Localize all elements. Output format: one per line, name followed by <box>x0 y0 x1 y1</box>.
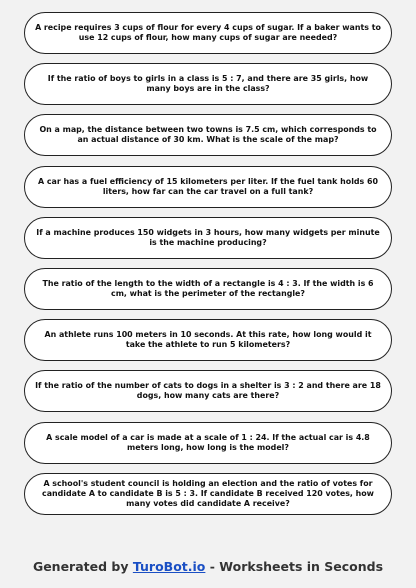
question-card-2 <box>24 63 392 105</box>
question-text: If the ratio of boys to girls in a class is 5 : 7, and there are 35 girls, how many boys are in the class? <box>47 74 369 94</box>
question-text: On a map, the distance between two towns is 7.5 cm, which corresponds to an actual distance of 30 km. What is the scale of the map? <box>39 125 377 145</box>
question-card-1 <box>24 12 392 54</box>
question-text: If the ratio of the number of cats to dogs in a shelter is 3 : 2 and there are 18 dogs, how many cats are there? <box>35 381 381 401</box>
question-text: A car has a fuel efficiency of 15 kilometers per liter. If the fuel tank holds 60 liters, how far can the car travel on a full tank? <box>38 176 378 196</box>
question-card-3 <box>24 114 392 156</box>
question-text: A scale model of a car is made at a scale of 1 : 24. If the actual car is 4.8 meters long, how long is the model? <box>46 432 370 452</box>
footer-prefix: Generated by <box>32 559 133 574</box>
footer <box>0 559 416 574</box>
question-card-5 <box>24 217 392 259</box>
question-text: A recipe requires 3 cups of flour for every 4 cups of sugar. If a baker wants to use 12 cups of flour, how many cups of sugar are needed? <box>35 23 381 42</box>
question-text: The ratio of the length to the width of a rectangle is 4 : 3. If the width is 6 cm, what is the perimeter of the rectangle? <box>42 278 374 298</box>
question-text: An athlete runs 100 meters in 10 seconds. At this rate, how long would it take the athlete to run 5 kilometers? <box>44 330 372 350</box>
question-list <box>24 12 392 524</box>
question-card-4 <box>24 166 392 208</box>
question-card-8 <box>24 370 392 412</box>
footer-suffix: - Worksheets in Seconds <box>205 559 384 574</box>
question-text: A school's student council is holding an election and the ratio of votes for candidate A to candidate B is 5 : 3. If candidate B received 120 votes, how many votes did candidate A receive? <box>42 478 374 508</box>
question-text: If a machine produces 150 widgets in 3 hours, how many widgets per minute is the machine producing? <box>36 227 380 247</box>
question-card-9 <box>24 422 392 464</box>
question-card-6 <box>24 268 392 310</box>
turobot-link[interactable]: TuroBot.io <box>132 559 206 574</box>
question-card-10 <box>24 473 392 515</box>
question-card-7 <box>24 319 392 361</box>
